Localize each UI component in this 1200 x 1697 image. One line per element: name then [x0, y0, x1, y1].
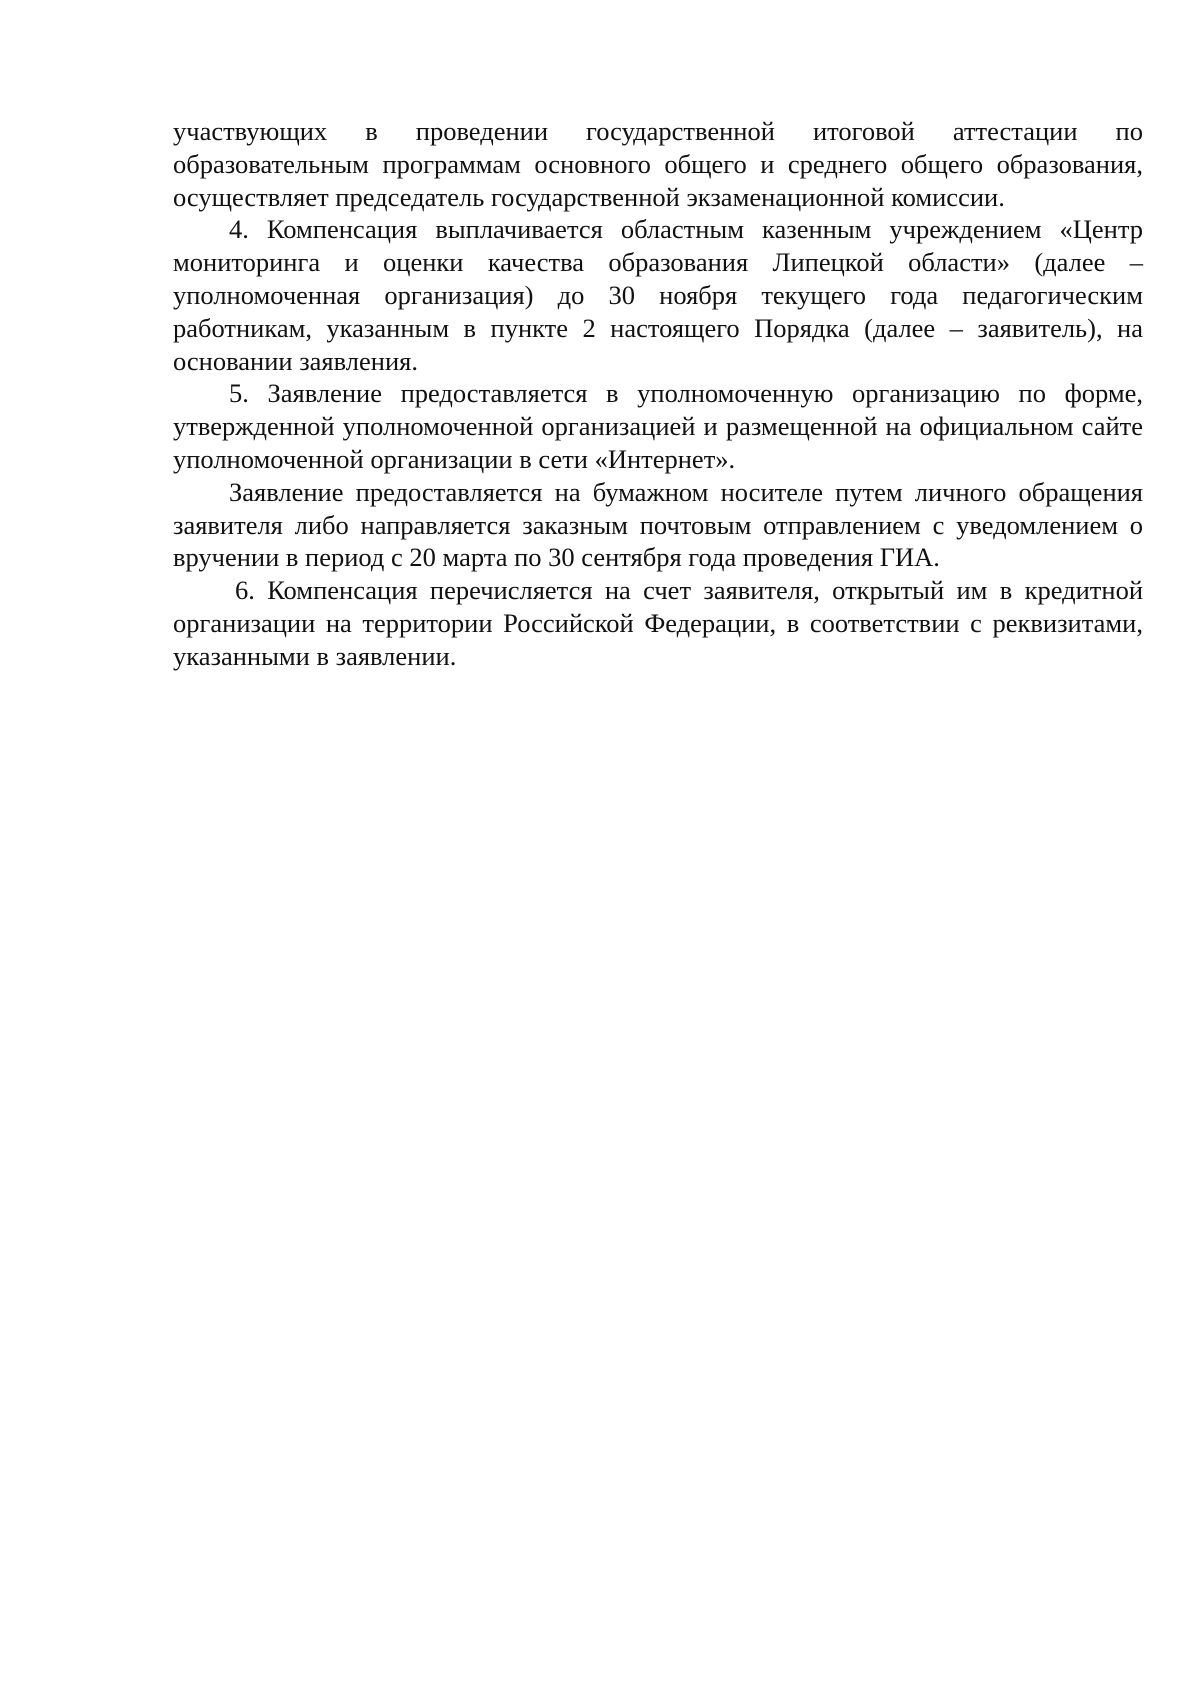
- paragraph-item-4: 4. Компенсация выплачивается областным казенным учреждением «Центр мониторинга и оценки качества образования Липецкой области» (далее – уполномоченная организация) до 30 ноября текущего года педагогическим работникам, указанным в пункте 2 настоящего Порядка (далее – заявитель), на основании заявления.: [173, 214, 1143, 376]
- document-body: [173, 115, 1143, 673]
- paragraph-item-5-continuation: Заявление предоставляется на бумажном носителе путем личного обращения заявителя либо направляется заказным почтовым отправлением с уведомлением о вручении в период с 20 марта по 30 сентября года проведения ГИА.: [173, 476, 1143, 573]
- paragraph-item-6: 6. Компенсация перечисляется на счет заявителя, открытый им в кредитной организации на территории Российской Федерации, в соответствии с реквизитами, указанными в заявлении.: [173, 575, 1143, 671]
- paragraph-continuation: участвующих в проведении государственной итоговой аттестации по образовательным программам основного общего и среднего общего образования, осуществляет председатель государственной экзаменационной комиссии.: [173, 116, 1143, 212]
- paragraph-item-5: 5. Заявление предоставляется в уполномоченную организацию по форме, утвержденной уполномоченной организацией и размещенной на официальном сайте уполномоченной организации в сети «Интернет».: [173, 378, 1143, 474]
